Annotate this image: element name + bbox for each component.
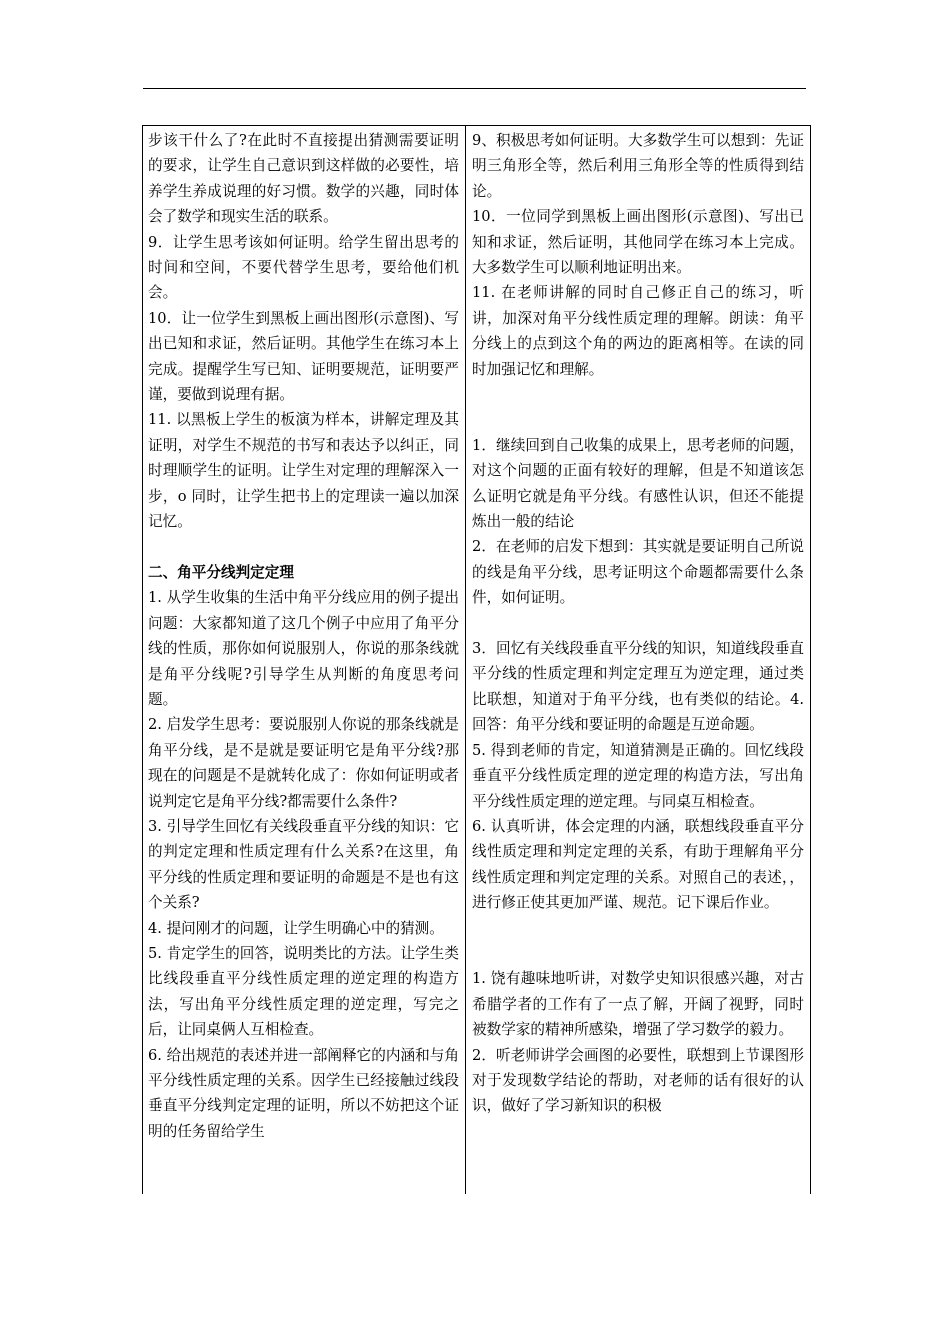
teacher-step-paragraph: 9．让学生思考该如何证明。给学生留出思考的时间和空间，不要代替学生思考，要给他们机会。	[148, 233, 459, 302]
column-divider	[465, 125, 466, 1194]
student-step-paragraph: 11. 在老师讲解的同时自己修正自己的练习，听讲，加深对角平分线性质定理的理解。朗读：角平分线上的点到这个角的两边的距离相等。在读的同时加强记忆和理解。	[472, 284, 804, 378]
blank-line	[472, 941, 804, 966]
teacher-activity-column	[148, 128, 459, 1192]
blank-line	[472, 611, 804, 636]
student-step-paragraph: 10．一位同学到黑板上画出图形(示意图)、写出已知和求证，然后证明，其他同学在练习本上完成。大多数学生可以顺利地证明出来。	[472, 208, 804, 277]
student-activity-column	[472, 128, 804, 1192]
student-step-paragraph: 5. 得到老师的肯定，知道猜测是正确的。回忆线段垂直平分线性质定理的逆定理的构造方法，写出角平分线性质定理的逆定理。与同桌互相检查。	[472, 741, 804, 810]
student-step-paragraph: 9、积极思考如何证明。大多数学生可以想到：先证明三角形全等，然后利用三角形全等的性质得到结论。	[472, 132, 804, 200]
teacher-step-paragraph: 步该干什么了?在此时不直接提出猜测需要证明的要求，让学生自己意识到这样做的必要性，培养学生养成说理的好习惯。数学的兴趣，同时体会了数学和现实生活的联系。	[148, 132, 459, 226]
student-step-paragraph: 6. 认真听讲，体会定理的内涵，联想线段垂直平分线性质定理和判定定理的关系，有助于理解角平分线性质定理和判定定理的关系。对照自己的表述，，进行修正使其更加严谨、规范。记下课后作业。	[472, 817, 804, 912]
student-step-paragraph: 1. 饶有趣味地听讲，对数学史知识很感兴趣，对古希腊学者的工作有了一点了解，开阔了视野，同时被数学家的精神所感染，增强了学习数学的毅力。	[472, 970, 804, 1039]
blank-line	[472, 916, 804, 941]
student-step-paragraph: 3．回忆有关线段垂直平分线的知识，知道线段垂直平分线的性质定理和判定定理互为逆定理，通过类比联想，知道对于角平分线，也有类似的结论。4. 回答：角平分线和要证明的命题是互逆命题。	[472, 640, 804, 734]
teacher-step-paragraph: 10．让一位学生到黑板上画出图形(示意图)、写出已知和求证，然后证明。其他学生在练习本上完成。提醒学生写已知、证明要规范，证明要严谨，要做到说理有据。	[148, 309, 459, 404]
student-step-paragraph: 1．继续回到自己收集的成果上，思考老师的问题，对这个问题的正面有较好的理解，但是不知道该怎么证明它就是角平分线。有感性认识，但还不能提炼出一般的结论	[472, 436, 804, 531]
teacher-step-paragraph: 3. 引导学生回忆有关线段垂直平分线的知识：它的判定定理和性质定理有什么关系?在这里，角平分线的性质定理和要证明的命题是不是也有这个关系?	[148, 817, 459, 912]
section-heading: 二、角平分线判定定理	[148, 563, 294, 581]
teacher-step-paragraph: 5. 肯定学生的回答，说明类比的方法。让学生类比线段垂直平分线性质定理的逆定理的构造方法，写出角平分线性质定理的逆定理，写完之后，让同桌俩人互相检查。	[148, 944, 459, 1039]
teacher-step-paragraph: 1. 从学生收集的生活中角平分线应用的例子提出问题：大家都知道了这几个例子中应用了角平分线的性质，那你如何说服别人，你说的那条线就是角平分线呢?引导学生从判断的角度思考问题。	[148, 589, 459, 708]
blank-line	[472, 407, 804, 432]
teacher-step-paragraph: 2. 启发学生思考：要说服别人你说的那条线就是角平分线，是不是就是要证明它是角平分线?那现在的问题是不是就转化成了：你如何证明或者说判定它是角平分线?都需要什么条件?	[148, 716, 459, 810]
header-rule	[143, 88, 806, 89]
teacher-step-paragraph: 11. 以黑板上学生的板演为样本，讲解定理及其证明，对学生不规范的书写和表达予以纠正，同时理顺学生的证明。让学生对定理的理解深入一步，o 同时，让学生把书上的定理读一遍以加深记忆。	[148, 411, 459, 531]
student-step-paragraph: 2．在老师的启发下想到：其实就是要证明自己所说的线是角平分线，思考证明这个命题都需要什么条件，如何证明。	[472, 538, 804, 607]
teacher-step-paragraph: 4. 提问刚才的问题，让学生明确心中的猜测。	[148, 919, 444, 937]
student-step-paragraph: 2．听老师讲学会画图的必要性，联想到上节课图形对于发现数学结论的帮助，对老师的话有很好的认识，做好了学习新知识的积极	[472, 1046, 804, 1115]
blank-line	[148, 535, 459, 560]
teacher-step-paragraph: 6. 给出规范的表述并进一部阐释它的内涵和与角平分线性质定理的关系。因学生已经接触过线段垂直平分线判定定理的证明，所以不妨把这个证明的任务留给学生	[148, 1046, 459, 1140]
blank-line	[472, 382, 804, 407]
